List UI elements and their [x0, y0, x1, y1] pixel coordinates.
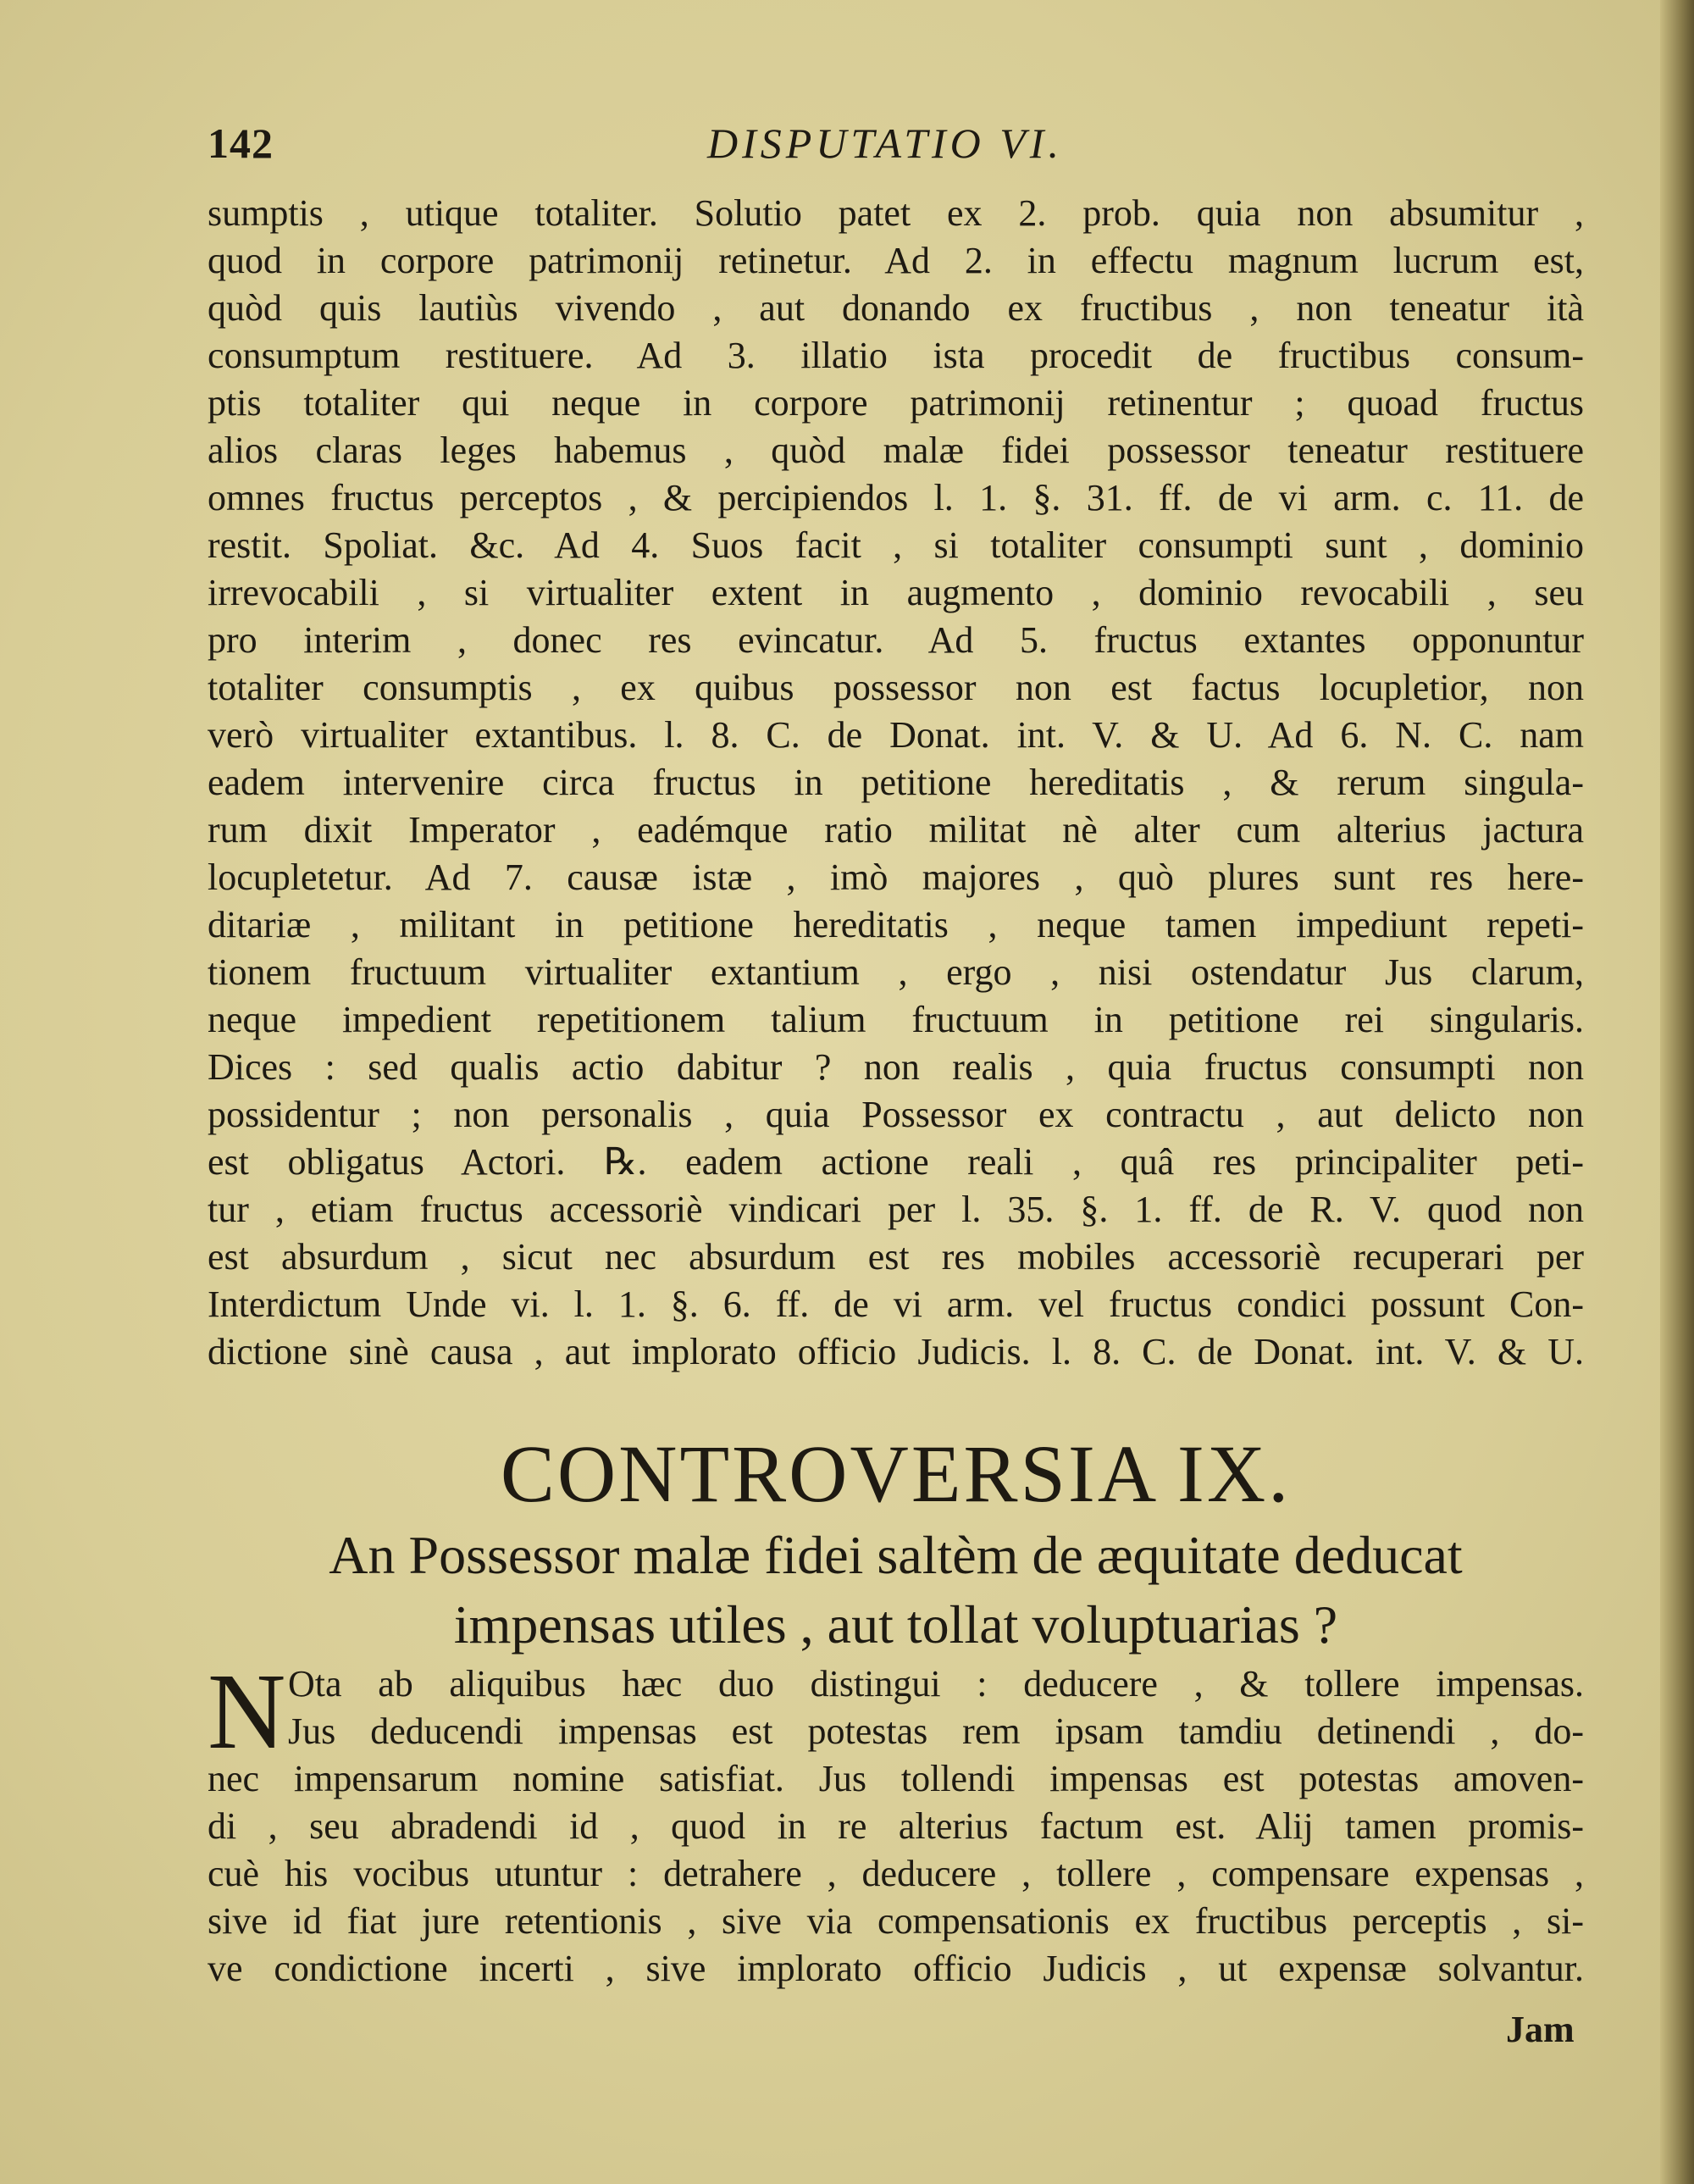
- page-number: 142: [208, 119, 274, 167]
- text-line: locupletetur. Ad 7. causæ istæ , imò majores , quò plures sunt res here-: [208, 856, 1584, 898]
- text-line: di , seu abradendi id , quod in re alterius factum est. Alij tamen promis-: [208, 1805, 1584, 1847]
- text-line: pro interim , donec res evincatur. Ad 5. fructus extantes opponuntur: [208, 619, 1584, 661]
- text-line: Ota ab aliquibus hæc duo distingui : deducere , & tollere impensas.: [288, 1663, 1584, 1705]
- text-line: Dices : sed qualis actio dabitur ? non realis , quia fructus consumpti non: [208, 1046, 1584, 1088]
- text-line: possidentur ; non personalis , quia Possessor ex contractu , aut delicto non: [208, 1094, 1584, 1135]
- text-line: ve condictione incerti , sive implorato officio Judicis , ut expensæ solvantur.: [208, 1948, 1584, 1989]
- text-line: ptis totaliter qui neque in corpore patrimonij retinentur ; quoad fructus: [208, 382, 1584, 424]
- question-line: impensas utiles , aut tollat voluptuarias ?: [453, 1594, 1338, 1655]
- text-line: nec impensarum nomine satisfiat. Jus tollendi impensas est potestas amoven-: [208, 1758, 1584, 1799]
- controversy-title: CONTROVERSIA IX.: [500, 1428, 1292, 1519]
- running-title: DISPUTATIO VI.: [707, 119, 1063, 167]
- body-text: [208, 190, 1584, 1376]
- text-line: rum dixit Imperator , eadémque ratio militat nè alter cum alterius jactura: [208, 809, 1584, 851]
- drop-cap: N: [208, 1651, 286, 1771]
- text-line: ditariæ , militant in petitione hereditatis , neque tamen impediunt repeti-: [208, 904, 1584, 945]
- controversy-question: [208, 1521, 1584, 1660]
- text-line: Jus deducendi impensas est potestas rem ipsam tamdiu detinendi , do-: [288, 1710, 1584, 1752]
- text-line: quod in corpore patrimonij retinetur. Ad 2. in effectu magnum lucrum est,: [208, 240, 1584, 281]
- text-line: est obligatus Actori. ℞. eadem actione reali , quâ res principaliter peti-: [208, 1141, 1584, 1183]
- page-gutter: [1660, 0, 1694, 2184]
- text-line: est absurdum , sicut nec absurdum est res mobiles accessoriè recuperari per: [208, 1236, 1584, 1278]
- text-line: neque impedient repetitionem talium fructuum in petitione rei singularis.: [208, 999, 1584, 1040]
- question-line: An Possessor malæ fidei saltèm de æquitate deducat: [329, 1525, 1463, 1585]
- running-head: [208, 119, 1554, 186]
- text-line: cuè his vocibus utuntur : detrahere , deducere , tollere , compensare expensas ,: [208, 1853, 1584, 1894]
- text-line: restit. Spoliat. &c. Ad 4. Suos facit , si totaliter consumpti sunt , dominio: [208, 524, 1584, 566]
- text-line: totaliter consumptis , ex quibus possessor non est factus locupletior, non: [208, 667, 1584, 708]
- text-line: tionem fructuum virtualiter extantium , ergo , nisi ostendatur Jus clarum,: [208, 951, 1584, 993]
- text-line: verò virtualiter extantibus. l. 8. C. de Donat. int. V. & U. Ad 6. N. C. nam: [208, 714, 1584, 756]
- text-line: irrevocabili , si virtualiter extent in augmento , dominio revocabili , seu: [208, 572, 1584, 613]
- text-line: quòd quis lautiùs vivendo , aut donando ex fructibus , non teneatur ità: [208, 287, 1584, 329]
- text-line: consumptum restituere. Ad 3. illatio ista procedit de fructibus consum-: [208, 335, 1584, 376]
- text-line: eadem intervenire circa fructus in petitione hereditatis , & rerum singula-: [208, 762, 1584, 803]
- paragraph: [208, 1651, 1584, 1993]
- text-line: tur , etiam fructus accessoriè vindicari per l. 35. §. 1. ff. de R. V. quod non: [208, 1189, 1584, 1230]
- text-line: sumptis , utique totaliter. Solutio patet ex 2. prob. quia non absumitur ,: [208, 192, 1584, 234]
- text-line: Interdictum Unde vi. l. 1. §. 6. ff. de vi arm. vel fructus condici possunt Con-: [208, 1283, 1584, 1325]
- text-line: dictione sinè causa , aut implorato officio Judicis. l. 8. C. de Donat. int. V. & U.: [208, 1331, 1584, 1372]
- catchword: Jam: [1506, 2009, 1575, 2050]
- text-line: sive id fiat jure retentionis , sive via compensationis ex fructibus perceptis , si-: [208, 1900, 1584, 1942]
- text-line: omnes fructus perceptos , & percipiendos l. 1. §. 31. ff. de vi arm. c. 11. de: [208, 477, 1584, 518]
- text-line: alios claras leges habemus , quòd malæ fidei possessor teneatur restituere: [208, 430, 1584, 471]
